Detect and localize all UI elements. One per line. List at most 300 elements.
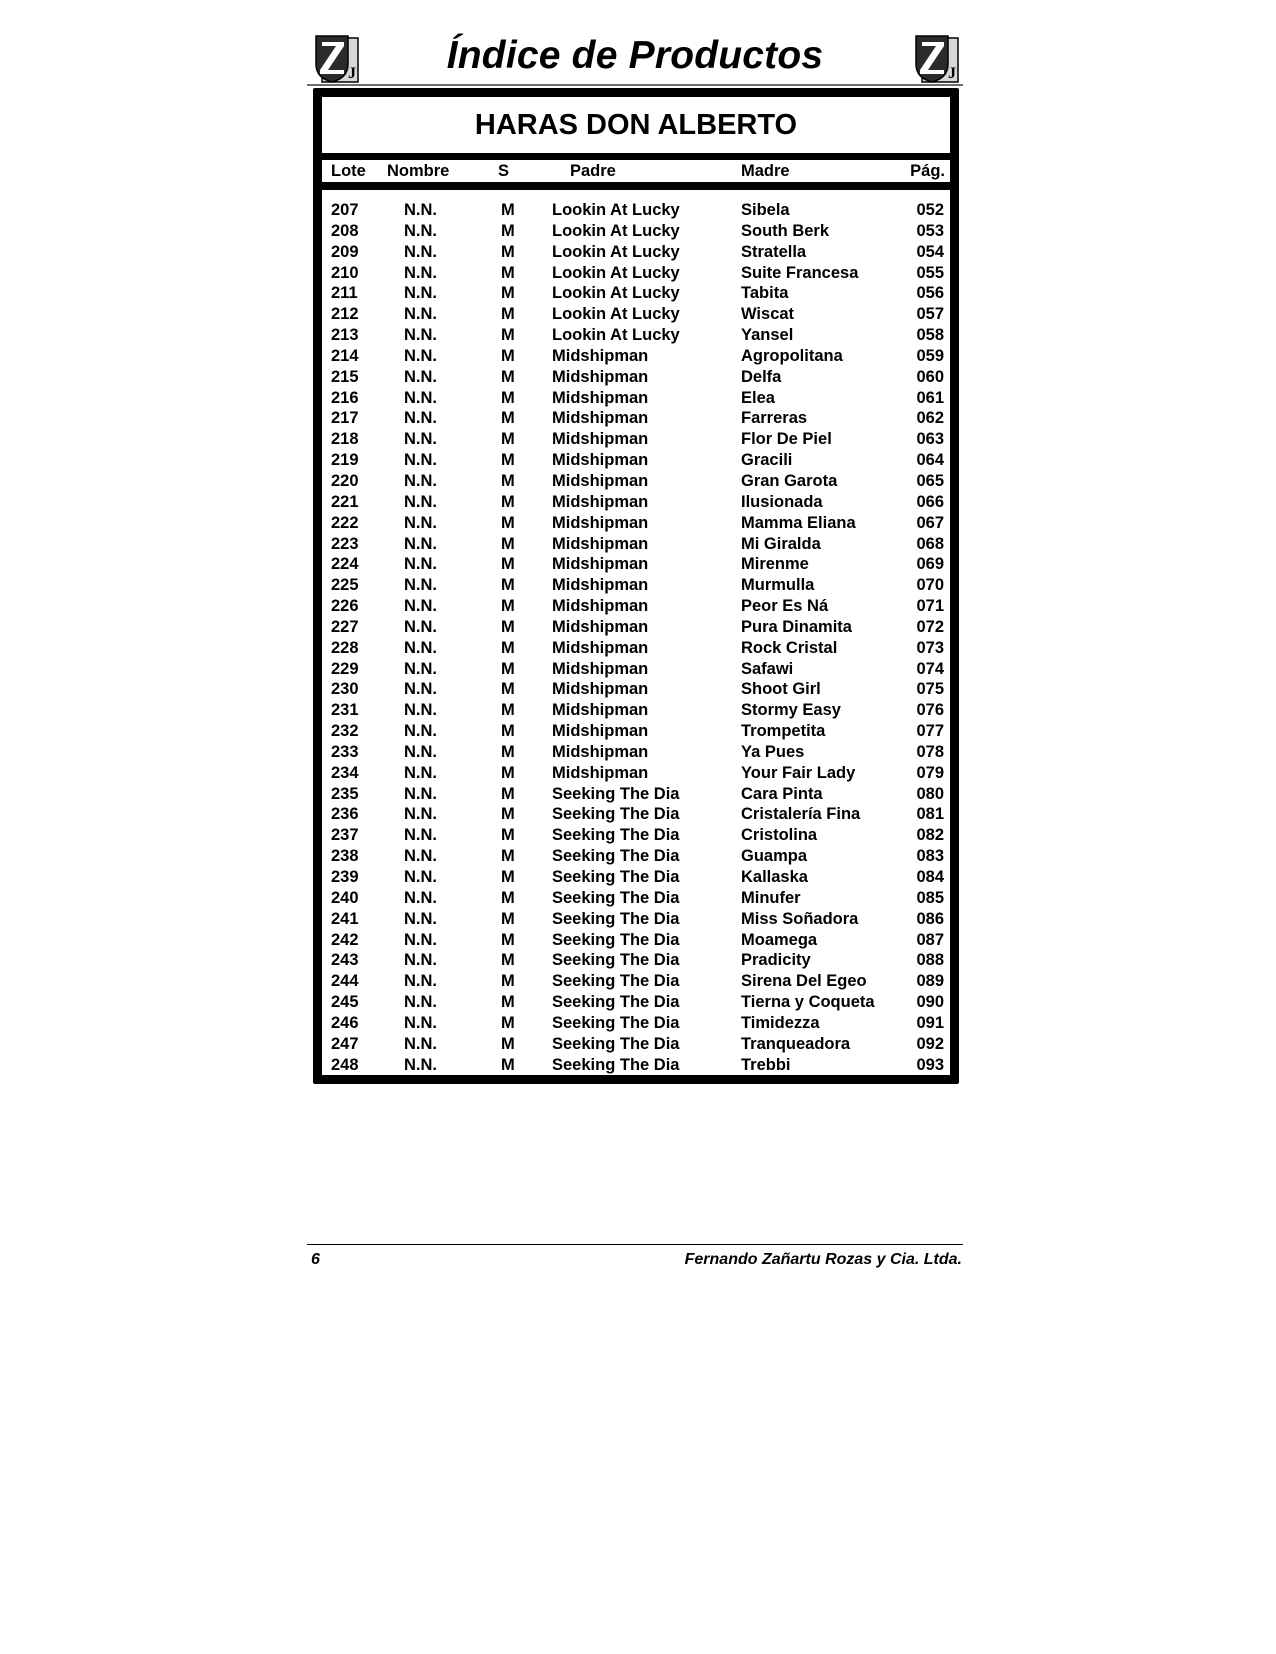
row-sexo: M: [501, 909, 515, 928]
page-number: 6: [311, 1251, 320, 1268]
row-sexo: M: [501, 847, 515, 866]
column-header-lote: Lote: [331, 162, 366, 180]
row-madre: Rock Cristal: [741, 638, 838, 657]
row-padre: Lookin At Lucky: [552, 221, 680, 240]
row-lote: 222: [331, 513, 359, 532]
row-sexo: M: [501, 597, 515, 616]
table-row: [322, 388, 950, 409]
row-padre: Midshipman: [552, 388, 649, 407]
row-padre: Seeking The Dia: [552, 909, 680, 928]
row-padre: Seeking The Dia: [552, 805, 680, 824]
row-pagina: 063: [916, 430, 944, 449]
row-madre: Your Fair Lady: [741, 763, 856, 782]
row-padre: Lookin At Lucky: [552, 201, 680, 219]
table-row: [322, 867, 950, 888]
svg-text:J: J: [348, 65, 356, 82]
row-sexo: M: [501, 451, 515, 470]
row-lote: 229: [331, 659, 359, 678]
row-lote: 213: [331, 326, 359, 345]
row-nombre: N.N.: [404, 1055, 437, 1074]
page-header: [307, 28, 963, 86]
page-title: Índice de Productos: [446, 34, 824, 77]
row-lote: 240: [331, 888, 359, 907]
row-pagina: 075: [916, 680, 944, 699]
table-row: [322, 471, 950, 492]
row-nombre: N.N.: [404, 638, 437, 657]
row-nombre: N.N.: [404, 263, 437, 282]
row-padre: Midshipman: [552, 451, 649, 470]
row-pagina: 086: [916, 909, 944, 928]
row-sexo: M: [501, 659, 515, 678]
row-nombre: N.N.: [404, 451, 437, 470]
row-madre: Kallaska: [741, 868, 808, 886]
row-sexo: M: [501, 742, 515, 761]
row-lote: 242: [331, 930, 359, 949]
row-sexo: M: [501, 388, 515, 407]
row-padre: Midshipman: [552, 659, 649, 678]
row-pagina: 071: [916, 597, 944, 616]
row-pagina: 059: [916, 346, 944, 365]
row-madre: Yansel: [741, 326, 794, 345]
row-padre: Midshipman: [552, 534, 649, 553]
table-row: [322, 367, 950, 388]
product-index-box: [313, 88, 959, 1084]
row-lote: 230: [331, 680, 359, 699]
page-footer: [311, 1249, 962, 1271]
row-sexo: M: [501, 492, 515, 511]
row-lote: 248: [331, 1055, 359, 1074]
table-row: [322, 492, 950, 513]
row-lote: 244: [331, 972, 359, 991]
row-madre: Minufer: [741, 888, 801, 907]
row-lote: 247: [331, 1034, 359, 1053]
row-nombre: N.N.: [404, 868, 437, 886]
row-madre: Moamega: [741, 930, 818, 949]
row-lote: 215: [331, 367, 359, 386]
table-row: [322, 950, 950, 971]
row-pagina: 052: [916, 201, 944, 219]
row-padre: Midshipman: [552, 492, 649, 511]
row-madre: Stratella: [741, 242, 807, 261]
row-sexo: M: [501, 1013, 515, 1032]
row-sexo: M: [501, 305, 515, 324]
row-sexo: M: [501, 1034, 515, 1053]
row-nombre: N.N.: [404, 805, 437, 824]
row-madre: Trompetita: [741, 722, 826, 741]
row-pagina: 081: [916, 805, 944, 824]
row-sexo: M: [501, 805, 515, 824]
row-lote: 228: [331, 638, 359, 657]
row-pagina: 083: [916, 847, 944, 866]
table-header: [322, 160, 950, 182]
table-row: [322, 596, 950, 617]
row-padre: Midshipman: [552, 763, 649, 782]
table-row: [322, 221, 950, 242]
table-row: [322, 408, 950, 429]
header-divider: [307, 84, 963, 86]
row-nombre: N.N.: [404, 597, 437, 616]
row-padre: Lookin At Lucky: [552, 305, 680, 324]
row-sexo: M: [501, 534, 515, 553]
row-madre: Mamma Eliana: [741, 513, 856, 532]
row-pagina: 091: [916, 1013, 944, 1032]
row-madre: Cristolina: [741, 826, 818, 845]
row-pagina: 067: [916, 513, 944, 532]
row-lote: 224: [331, 555, 359, 574]
row-lote: 207: [331, 201, 359, 219]
row-madre: Wiscat: [741, 305, 795, 324]
table-row: [322, 846, 950, 867]
row-padre: Midshipman: [552, 409, 649, 428]
table-row: [322, 1055, 950, 1076]
table-row: [322, 325, 950, 346]
row-nombre: N.N.: [404, 888, 437, 907]
row-sexo: M: [501, 784, 515, 803]
row-lote: 218: [331, 430, 359, 449]
row-padre: Seeking The Dia: [552, 993, 680, 1012]
row-madre: Pradicity: [741, 951, 811, 970]
row-padre: Midshipman: [552, 617, 649, 636]
row-madre: Sibela: [741, 201, 790, 219]
table-row: [322, 679, 950, 700]
row-madre: Pura Dinamita: [741, 617, 852, 636]
row-nombre: N.N.: [404, 617, 437, 636]
row-lote: 209: [331, 242, 359, 261]
row-madre: Sirena Del Egeo: [741, 972, 867, 991]
row-pagina: 058: [916, 326, 944, 345]
row-padre: Seeking The Dia: [552, 1013, 680, 1032]
table-row: [322, 971, 950, 992]
row-sexo: M: [501, 951, 515, 970]
divider-band: [322, 153, 950, 160]
row-sexo: M: [501, 367, 515, 386]
column-header-pagina: Pág.: [910, 162, 945, 180]
row-lote: 212: [331, 305, 359, 324]
row-padre: Midshipman: [552, 513, 649, 532]
row-pagina: 088: [916, 951, 944, 970]
row-sexo: M: [501, 1055, 515, 1074]
row-nombre: N.N.: [404, 972, 437, 991]
row-padre: Seeking The Dia: [552, 951, 680, 970]
row-padre: Seeking The Dia: [552, 930, 680, 949]
row-sexo: M: [501, 617, 515, 636]
row-padre: Midshipman: [552, 471, 649, 490]
row-nombre: N.N.: [404, 826, 437, 845]
table-row: [322, 346, 950, 367]
row-madre: Mi Giralda: [741, 534, 821, 553]
row-nombre: N.N.: [404, 388, 437, 407]
row-padre: Lookin At Lucky: [552, 284, 680, 303]
row-nombre: N.N.: [404, 993, 437, 1012]
row-padre: Seeking The Dia: [552, 1055, 680, 1074]
row-padre: Midshipman: [552, 346, 649, 365]
row-lote: 221: [331, 492, 359, 511]
table-row: [322, 1034, 950, 1055]
row-padre: Seeking The Dia: [552, 972, 680, 991]
row-lote: 239: [331, 868, 359, 886]
row-madre: Peor Es Ná: [741, 597, 829, 616]
row-sexo: M: [501, 346, 515, 365]
row-padre: Seeking The Dia: [552, 1034, 680, 1053]
row-sexo: M: [501, 722, 515, 741]
row-pagina: 056: [916, 284, 944, 303]
row-sexo: M: [501, 576, 515, 595]
row-pagina: 092: [916, 1034, 944, 1053]
table-row: [322, 700, 950, 721]
row-sexo: M: [501, 284, 515, 303]
row-lote: 216: [331, 388, 359, 407]
row-padre: Seeking The Dia: [552, 888, 680, 907]
row-sexo: M: [501, 430, 515, 449]
row-madre: Ilusionada: [741, 492, 823, 511]
row-pagina: 053: [916, 221, 944, 240]
row-madre: Shoot Girl: [741, 680, 821, 699]
row-nombre: N.N.: [404, 909, 437, 928]
row-lote: 232: [331, 722, 359, 741]
row-padre: Midshipman: [552, 430, 649, 449]
row-nombre: N.N.: [404, 742, 437, 761]
row-pagina: 079: [916, 763, 944, 782]
row-lote: 233: [331, 742, 359, 761]
row-madre: Trebbi: [741, 1055, 791, 1074]
row-lote: 236: [331, 805, 359, 824]
row-pagina: 060: [916, 367, 944, 386]
row-padre: Lookin At Lucky: [552, 263, 680, 282]
row-pagina: 072: [916, 617, 944, 636]
row-lote: 226: [331, 597, 359, 616]
row-madre: Safawi: [741, 659, 794, 678]
row-lote: 227: [331, 617, 359, 636]
row-padre: Lookin At Lucky: [552, 326, 680, 345]
row-pagina: 073: [916, 638, 944, 657]
table-row: [322, 992, 950, 1013]
row-lote: 245: [331, 993, 359, 1012]
row-padre: Midshipman: [552, 680, 649, 699]
table-row: [322, 784, 950, 805]
table-row: [322, 930, 950, 951]
row-padre: Midshipman: [552, 555, 649, 574]
table-row: [322, 200, 950, 221]
row-lote: 225: [331, 576, 359, 595]
table-row: [322, 429, 950, 450]
row-madre: Cara Pinta: [741, 784, 823, 803]
row-padre: Seeking The Dia: [552, 868, 680, 886]
table-row: [322, 554, 950, 575]
row-nombre: N.N.: [404, 1034, 437, 1053]
row-lote: 208: [331, 221, 359, 240]
table-row: [322, 450, 950, 471]
row-sexo: M: [501, 868, 515, 886]
row-sexo: M: [501, 701, 515, 720]
row-madre: Gran Garota: [741, 471, 838, 490]
row-madre: Gracili: [741, 451, 793, 470]
row-nombre: N.N.: [404, 409, 437, 428]
row-madre: Tierna y Coqueta: [741, 993, 875, 1012]
row-pagina: 061: [916, 388, 944, 407]
row-sexo: M: [501, 471, 515, 490]
row-padre: Seeking The Dia: [552, 784, 680, 803]
row-madre: Timidezza: [741, 1013, 820, 1032]
column-header-padre: Padre: [570, 162, 616, 180]
row-madre: Suite Francesa: [741, 263, 859, 282]
row-pagina: 065: [916, 471, 944, 490]
row-sexo: M: [501, 221, 515, 240]
table-row: [322, 283, 950, 304]
row-padre: Seeking The Dia: [552, 826, 680, 845]
row-madre: South Berk: [741, 221, 830, 240]
table-row: [322, 888, 950, 909]
row-nombre: N.N.: [404, 221, 437, 240]
table-row: [322, 638, 950, 659]
row-madre: Flor De Piel: [741, 430, 832, 449]
column-header-nombre: Nombre: [387, 162, 450, 180]
row-pagina: 093: [916, 1055, 944, 1074]
row-nombre: N.N.: [404, 513, 437, 532]
row-pagina: 077: [916, 722, 944, 741]
row-nombre: N.N.: [404, 930, 437, 949]
row-pagina: 068: [916, 534, 944, 553]
table-row: [322, 242, 950, 263]
row-nombre: N.N.: [404, 722, 437, 741]
row-sexo: M: [501, 993, 515, 1012]
row-pagina: 074: [916, 659, 944, 678]
row-nombre: N.N.: [404, 659, 437, 678]
row-nombre: N.N.: [404, 305, 437, 324]
table-row: [322, 909, 950, 930]
svg-text:J: J: [948, 65, 956, 82]
row-lote: 219: [331, 451, 359, 470]
table-row: [322, 721, 950, 742]
row-madre: Cristalería Fina: [741, 805, 861, 824]
table-row: [322, 804, 950, 825]
table-row: [322, 763, 950, 784]
company-logo-icon: [914, 34, 960, 84]
row-sexo: M: [501, 263, 515, 282]
column-header-madre: Madre: [741, 162, 790, 180]
row-pagina: 069: [916, 555, 944, 574]
row-pagina: 070: [916, 576, 944, 595]
row-sexo: M: [501, 555, 515, 574]
row-padre: Midshipman: [552, 597, 649, 616]
row-padre: Seeking The Dia: [552, 847, 680, 866]
row-nombre: N.N.: [404, 847, 437, 866]
row-nombre: N.N.: [404, 367, 437, 386]
table-row: [322, 575, 950, 596]
row-nombre: N.N.: [404, 471, 437, 490]
row-sexo: M: [501, 326, 515, 345]
row-pagina: 089: [916, 972, 944, 991]
row-nombre: N.N.: [404, 951, 437, 970]
row-madre: Elea: [741, 388, 775, 407]
row-nombre: N.N.: [404, 555, 437, 574]
row-madre: Ya Pues: [741, 742, 805, 761]
divider-band: [322, 182, 950, 190]
row-nombre: N.N.: [404, 201, 437, 219]
row-sexo: M: [501, 763, 515, 782]
row-pagina: 078: [916, 742, 944, 761]
breeder-title: HARAS DON ALBERTO: [474, 109, 798, 141]
row-padre: Midshipman: [552, 722, 649, 741]
row-madre: Tranqueadora: [741, 1034, 851, 1053]
row-lote: 231: [331, 701, 359, 720]
table-body: [322, 200, 950, 1075]
row-nombre: N.N.: [404, 534, 437, 553]
row-nombre: N.N.: [404, 492, 437, 511]
row-lote: 234: [331, 763, 359, 782]
row-sexo: M: [501, 513, 515, 532]
row-padre: Midshipman: [552, 638, 649, 657]
row-pagina: 080: [916, 784, 944, 803]
row-lote: 238: [331, 847, 359, 866]
row-nombre: N.N.: [404, 576, 437, 595]
row-pagina: 082: [916, 826, 944, 845]
table-row: [322, 1013, 950, 1034]
table-row: [322, 617, 950, 638]
row-sexo: M: [501, 972, 515, 991]
product-index-inner: [322, 97, 950, 1075]
row-pagina: 084: [916, 868, 944, 886]
row-pagina: 064: [916, 451, 944, 470]
row-sexo: M: [501, 888, 515, 907]
row-nombre: N.N.: [404, 326, 437, 345]
row-lote: 223: [331, 534, 359, 553]
row-padre: Midshipman: [552, 701, 649, 720]
row-lote: 237: [331, 826, 359, 845]
row-nombre: N.N.: [404, 1013, 437, 1032]
row-madre: Agropolitana: [741, 346, 843, 365]
row-pagina: 087: [916, 930, 944, 949]
table-row: [322, 513, 950, 534]
row-padre: Lookin At Lucky: [552, 242, 680, 261]
table-row: [322, 825, 950, 846]
row-madre: Guampa: [741, 847, 808, 866]
row-sexo: M: [501, 680, 515, 699]
row-nombre: N.N.: [404, 242, 437, 261]
row-padre: Midshipman: [552, 742, 649, 761]
column-header-sexo: S: [498, 162, 510, 180]
row-lote: 214: [331, 346, 359, 365]
row-pagina: 085: [916, 888, 944, 907]
table-row: [322, 304, 950, 325]
row-pagina: 066: [916, 492, 944, 511]
row-madre: Miss Soñadora: [741, 909, 859, 928]
row-pagina: 054: [916, 242, 944, 261]
row-sexo: M: [501, 930, 515, 949]
row-pagina: 057: [916, 305, 944, 324]
table-row: [322, 659, 950, 680]
row-lote: 220: [331, 471, 359, 490]
row-nombre: N.N.: [404, 701, 437, 720]
table-row: [322, 742, 950, 763]
row-pagina: 090: [916, 993, 944, 1012]
row-nombre: N.N.: [404, 763, 437, 782]
row-lote: 217: [331, 409, 359, 428]
row-lote: 243: [331, 951, 359, 970]
row-madre: Stormy Easy: [741, 701, 841, 720]
row-sexo: M: [501, 242, 515, 261]
row-sexo: M: [501, 409, 515, 428]
row-lote: 235: [331, 784, 359, 803]
row-lote: 211: [331, 284, 358, 303]
row-pagina: 055: [916, 263, 944, 282]
table-row: [322, 534, 950, 555]
row-nombre: N.N.: [404, 284, 437, 303]
row-nombre: N.N.: [404, 784, 437, 803]
table-row: [322, 263, 950, 284]
row-pagina: 062: [916, 409, 944, 428]
row-nombre: N.N.: [404, 430, 437, 449]
row-padre: Midshipman: [552, 367, 649, 386]
